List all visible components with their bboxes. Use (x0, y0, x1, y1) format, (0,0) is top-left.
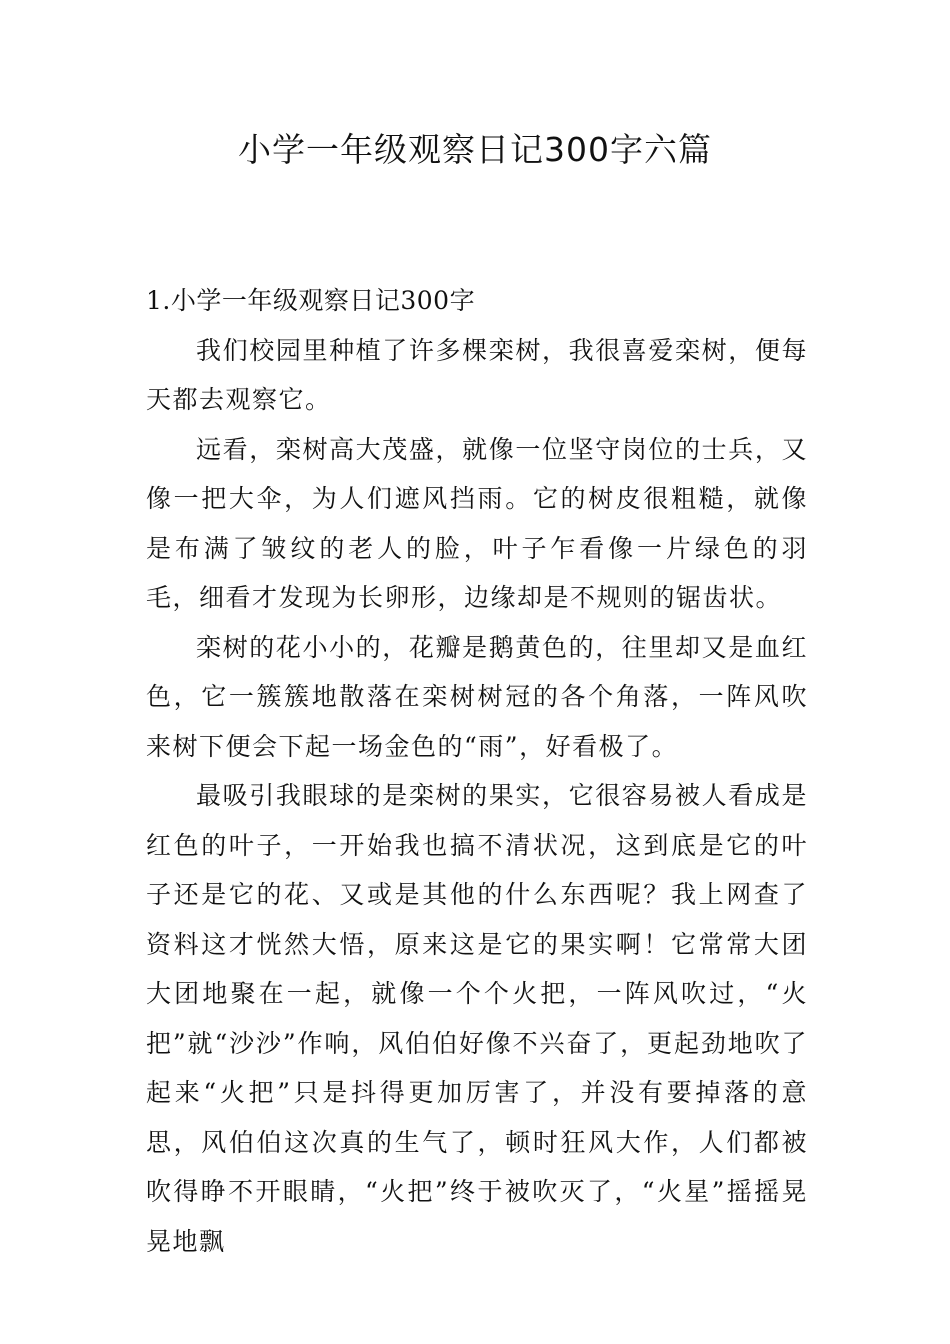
paragraph-1: 我们校园里种植了许多棵栾树，我很喜爱栾树，便每天都去观察它。 (146, 335, 808, 414)
paragraph-2: 远看，栾树高大茂盛，就像一位坚守岗位的士兵，又像一把大伞，为人们遮风挡雨。它的树皮很粗糙，就像是布满了皱纹的老人的脸，叶子乍看像一片绿色的羽毛，细看才发现为长卵形，边缘却是不规则的锯齿状。 (146, 434, 808, 612)
paragraph-4: 最吸引我眼球的是栾树的果实，它很容易被人看成是红色的叶子，一开始我也搞不清状况，这到底是它的叶子还是它的花、又或是其他的什么东西呢？我上网查了资料这才恍然大悟，原来这是它的果实啊！它常常大团大团地聚在一起，就像一个个火把，一阵风吹过，“火把”就“沙沙”作响，风伯伯好像不兴奋了，更起劲地吹了起来“火把”只是抖得更加厉害了，并没有要掉落的意思，风伯伯这次真的生气了，顿时狂风大作，人们都被吹得睁不开眼睛，“火把”终于被吹灭了，“火星”摇摇晃晃地飘 (146, 781, 808, 1256)
section-heading: 1.小学一年级观察日记300字 (146, 286, 476, 315)
document-title: 小学一年级观察日记300字六篇 (238, 130, 712, 169)
paragraph-3: 栾树的花小小的，花瓣是鹅黄色的，往里却又是血红色，它一簇簇地散落在栾树树冠的各个角落，一阵风吹来树下便会下起一场金色的“雨”，好看极了。 (146, 632, 808, 761)
document-body (146, 276, 808, 1266)
